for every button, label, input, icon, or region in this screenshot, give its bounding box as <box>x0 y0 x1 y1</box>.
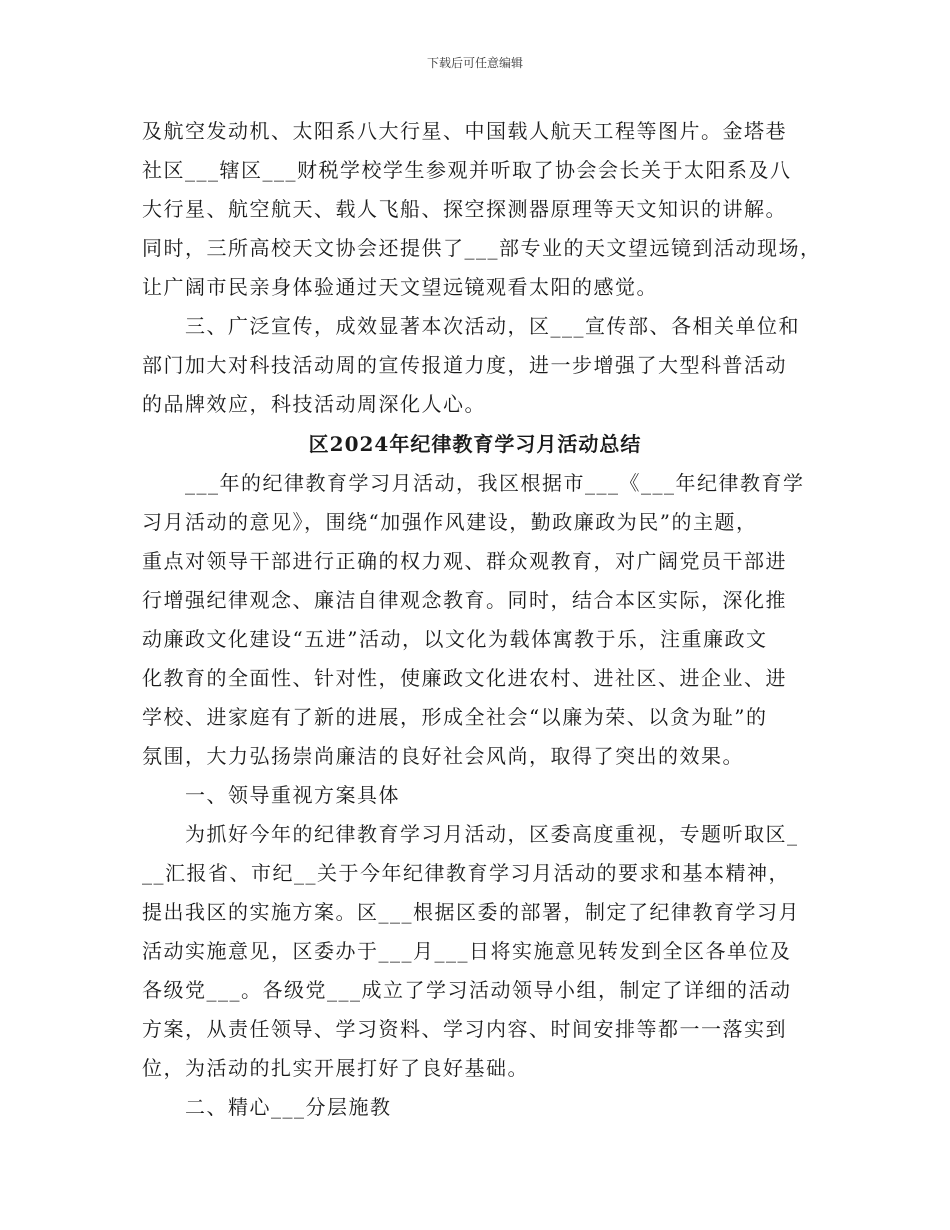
paragraph-line: 动廉政文化建设“五进”活动，以文化为载体寓教于乐，注重廉政文 <box>142 627 768 651</box>
paragraph-line: 的品牌效应，科技活动周深化人心。 <box>142 392 486 416</box>
paragraph-line: 化教育的全面性、针对性，使廉政文化进农村、进社区、进企业、进 <box>142 666 787 690</box>
paragraph-line: 让广阔市民亲身体验通过天文望远镜观看太阳的感觉。 <box>142 275 658 299</box>
paragraph-line: 位，为活动的扎实开展打好了良好基础。 <box>142 1056 529 1080</box>
paragraph-line: 重点对领导干部进行正确的权力观、群众观教育，对广阔党员干部进 <box>142 549 787 573</box>
paragraph-line: __汇报省、市纪__关于今年纪律教育学习月活动的要求和基本精神， <box>142 861 790 885</box>
paragraph-line: 行增强纪律观念、廉洁自律观念教育。同时，结合本区实际，深化推 <box>142 588 787 612</box>
paragraph-line: 学校、进家庭有了新的进展，形成全社会“以廉为荣、以贪为耻”的 <box>142 705 768 729</box>
section-heading: 二、精心___分层施教 <box>142 1095 392 1119</box>
paragraph-line: 为抓好今年的纪律教育学习月活动，区委高度重视，专题听取区_ <box>142 822 799 846</box>
paragraph-line: 社区___辖区___财税学校学生参观并听取了协会会长关于太阳系及八 <box>142 158 792 182</box>
paragraph-line: ___年的纪律教育学习月活动，我区根据市___《___年纪律教育学 <box>142 471 805 495</box>
section-heading: 一、领导重视方案具体 <box>142 783 400 807</box>
paragraph-line: 各级党___。各级党___成立了学习活动领导小组，制定了详细的活动 <box>142 978 792 1002</box>
paragraph-line: 同时，三所高校天文协会还提供了___部专业的天文望远镜到活动现场， <box>142 236 822 260</box>
paragraph-line: 方案，从责任领导、学习资料、学习内容、时间安排等都一一落实到 <box>142 1017 787 1041</box>
paragraph-line: 提出我区的实施方案。区___根据区委的部署，制定了纪律教育学习月 <box>142 900 800 924</box>
paragraph-line: 氛围，大力弘扬崇尚廉洁的良好社会风尚，取得了突出的效果。 <box>142 744 744 768</box>
paragraph-line: 活动实施意见，区委办于___月___日将实施意见转发到全区各单位及 <box>142 939 792 963</box>
paragraph-line: 及航空发动机、太阳系八大行星、中国载人航天工程等图片。金塔巷 <box>142 119 787 143</box>
paragraph-line: 三、广泛宣传，成效显著本次活动，区___宣传部、各相关单位和 <box>142 314 800 338</box>
document-title: 区2024年纪律教育学习月活动总结 <box>308 432 642 456</box>
page-header: 下载后可任意编辑 <box>426 56 523 70</box>
paragraph-line: 大行星、航空航天、载人飞船、探空探测器原理等天文知识的讲解。 <box>142 197 787 221</box>
paragraph-line: 部门加大对科技活动周的宣传报道力度，进一步增强了大型科普活动 <box>142 353 787 377</box>
paragraph-line: 习月活动的意见》，围绕“加强作风建设，勤政廉政为民”的主题， <box>142 510 758 534</box>
